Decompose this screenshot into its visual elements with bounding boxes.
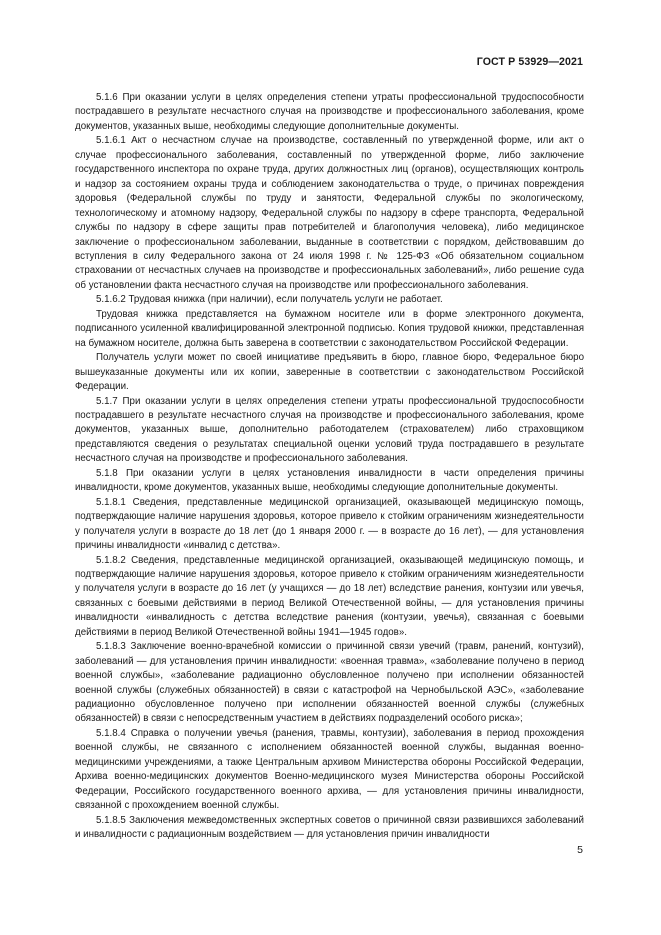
document-body [75, 91, 584, 843]
paragraph-5-1-8-3: 5.1.8.3 Заключение военно-врачебной комиссии о причинной связи увечий (травм, ранений, контузий), заболеваний — для установления причин инвалидности: «военная травма», «заболевание получено в период военной службы», «заболевание радиационно обусловленное получено при исполнении обязанностей военной службы (служебных обязанностей) в связи с катастрофой на Чернобыльской АЭС», «заболевание радиационно обусловленное получено при исполнении обязанностей военной службы (служебных обязанностей) в связи с непосредственным участием в действиях подразделений особого риска»; [75, 641, 584, 725]
page-number: 5 [577, 844, 583, 856]
paragraph-5-1-8: 5.1.8 При оказании услуги в целях установления инвалидности в части определения причины инвалидности, кроме документов, указанных выше, необходимы следующие дополнительные документы. [75, 467, 584, 494]
paragraph-5-1-8-2: 5.1.8.2 Сведения, представленные медицинской организацией, оказывающей медицинскую помощь, и подтверждающие наличие нарушения здоровья, которое привело к стойким ограничениям жизнедеятельности у получателя услуги в возрасте до 16 лет (у учащихся — до 18 лет) вследствие ранения, контузии или увечья, связанных с боевыми действиями в период Великой Отечественной войны, — для установления причины инвалидности «инвалидность с детства вследствие ранения (контузии, увечья), связанная с боевыми действиями в период Великой Отечественной войны 1941—1945 годов». [75, 554, 584, 638]
paragraph-work-book: Трудовая книжка представляется на бумажном носителе или в форме электронного документа, подписанного усиленной квалифицированной электронной подписью. Копия трудовой книжки, представленная на бумажном носителе, должна быть заверена в соответствии с законодательством Российской Федерации. [75, 308, 584, 349]
paragraph-5-1-8-5: 5.1.8.5 Заключения межведомственных экспертных советов о причинной связи развившихся заболеваний и инвалидности с радиационным воздействием — для установления причин инвалидности [75, 814, 584, 841]
paragraph-5-1-6-1: 5.1.6.1 Акт о несчастном случае на производстве, составленный по утвержденной форме, или акт о случае профессионального заболевания, составленный по утвержденной форме, либо заключение государственного инспектора по охране труда, других должностных лиц (органов), осуществляющих контроль и надзор за состоянием охраны труда и соблюдением законодательства о труде, о причинах повреждения здоровья (Федеральной службы по труду и занятости, Федеральной службы по экологическому, технологическому и атомному надзору, Федеральной службы по надзору в сфере транспорта, Федеральной службы по надзору в сфере защиты прав потребителей и благополучия человека), либо медицинское заключение о профессиональном заболевании, выданные в соответствии с порядком, действовавшим до вступления в силу Федерального закона от 24 июля 1998 г. № 125-ФЗ «Об обязательном социальном страховании от несчастных случаев на производстве и профессиональных заболеваний», либо решение суда об установлении факта несчастного случая на производстве или профессионального заболевания. [75, 135, 584, 291]
paragraph-recipient-initiative: Получатель услуги может по своей инициативе предъявить в бюро, главное бюро, Федеральное бюро вышеуказанные документы или их копии, заверенные в соответствии с законодательством Российской Федерации. [75, 352, 584, 393]
document-header-standard: ГОСТ Р 53929—2021 [476, 56, 583, 68]
paragraph-5-1-8-1: 5.1.8.1 Сведения, представленные медицинской организацией, оказывающей медицинскую помощь, подтверждающие наличие нарушения здоровья, которое привело к стойким ограничениям жизнедеятельности у получателя услуги в возрасте до 18 лет (до 1 января 2000 г. — в возрасте до 16 лет), — для установления причины инвалидности «инвалид с детства». [75, 496, 584, 552]
paragraph-5-1-6-2: 5.1.6.2 Трудовая книжка (при наличии), если получатель услуги не работает. [96, 294, 443, 306]
paragraph-5-1-8-4: 5.1.8.4 Справка о получении увечья (ранения, травмы, контузии), заболевания в период прохождения военной службы, не связанного с исполнением обязанностей военной службы, выданная военно-медицинскими учреждениями, а также Центральным архивом Министерства обороны Российской Федерации, Архива военно-медицинских документов Военно-медицинского музея Министерства обороны Российской Федерации, Российского государственного военного архива, — для установления причины инвалидности, связанной с прохождением военной службы. [75, 727, 584, 812]
paragraph-5-1-7: 5.1.7 При оказании услуги в целях определения степени утраты профессиональной трудоспособности пострадавшего в результате несчастного случая на производстве и профессионального заболевания, кроме документов, указанных выше, дополнительно работодателем (страхователем) либо страховщиком представляются сведения о результатах специальной оценки условий труда пострадавшего в результате несчастного случая на производстве и профессионального заболевания. [75, 395, 584, 465]
paragraph-5-1-6: 5.1.6 При оказании услуги в целях определения степени утраты профессиональной трудоспособности пострадавшего в результате несчастного случая на производстве и профессионального заболевания, кроме документов, указанных выше, необходимы следующие дополнительные документы. [75, 92, 584, 132]
